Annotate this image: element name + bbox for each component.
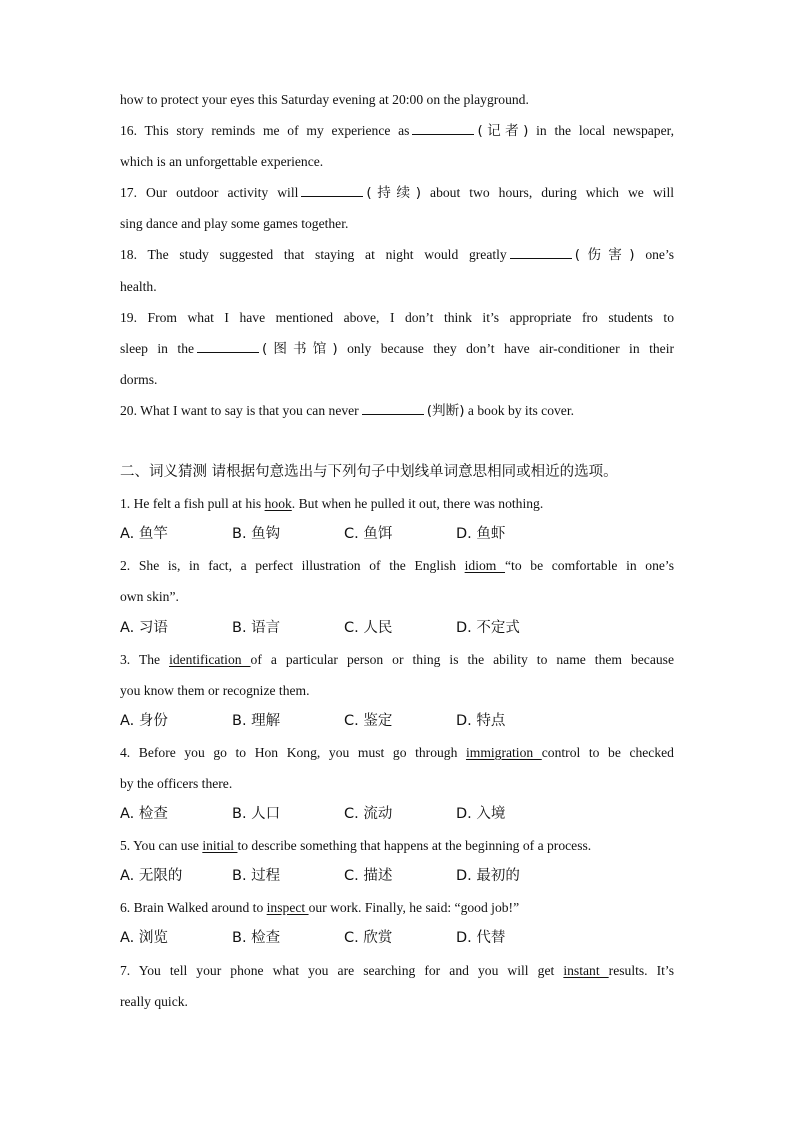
section-2-heading: 二、词义猜测 请根据句意选出与下列句子中划线单词意思相同或相近的选项。 <box>120 464 618 481</box>
underlined-word: inspect <box>266 900 309 916</box>
multiple-choice-list <box>120 488 674 1017</box>
question-2-stem: 2. She is, in fact, a perfect illustration of the English idiom “to be comfortable in one’s <box>120 558 674 574</box>
option-c[interactable]: C. 描述 <box>344 868 393 885</box>
question-3-stem: 3. The identification of a particular person or thing is the ability to name them because <box>120 651 674 667</box>
question-15-continuation: how to protect your eyes this Saturday evening at 20:00 on the playground. <box>120 92 529 107</box>
option-d[interactable]: D. 代替 <box>456 930 506 947</box>
answer-blank[interactable] <box>412 120 474 135</box>
answer-blank[interactable] <box>510 244 572 259</box>
question-4-options <box>120 799 674 830</box>
underlined-word: identification <box>169 651 251 667</box>
option-b[interactable]: B. 鱼钩 <box>232 526 281 543</box>
question-4-continuation: by the officers there. <box>120 775 233 791</box>
option-b[interactable]: B. 人口 <box>232 806 281 823</box>
question-1-stem: 1. He felt a fish pull at his hook. But when he pulled it out, there was nothing. <box>120 496 544 512</box>
option-b[interactable]: B. 检查 <box>232 930 281 947</box>
question-3-continuation: you know them or recognize them. <box>120 682 310 698</box>
underlined-word: instant <box>563 962 609 978</box>
option-c[interactable]: C. 欣赏 <box>344 930 393 947</box>
option-d[interactable]: D. 鱼虾 <box>456 526 506 543</box>
underlined-word: immigration <box>465 744 542 760</box>
question-16-continuation: which is an unforgettable experience. <box>120 154 324 170</box>
question-18-line: 18. The study suggested that staying at night would greatly (伤害) one’s <box>120 239 674 270</box>
option-a[interactable]: A. 浏览 <box>120 930 168 947</box>
question-17-continuation: sing dance and play some games together. <box>120 216 349 232</box>
question-5-stem: 5. You can use initial to describe something that happens at the beginning of a process. <box>120 838 592 854</box>
option-c[interactable]: C. 鱼饵 <box>344 526 393 543</box>
underlined-word: idiom <box>464 558 506 574</box>
question-3-options <box>120 706 674 737</box>
option-a[interactable]: A. 无限的 <box>120 868 183 885</box>
option-a[interactable]: A. 习语 <box>120 619 168 636</box>
option-c[interactable]: C. 鉴定 <box>344 712 393 729</box>
question-7-stem: 7. You tell your phone what you are searching for and you will get instant results. It’s <box>120 962 675 978</box>
question-18-continuation: health. <box>120 278 157 294</box>
option-c[interactable]: C. 人民 <box>344 619 393 636</box>
underlined-word: hook <box>264 496 292 512</box>
question-2-options <box>120 613 674 644</box>
answer-blank[interactable] <box>362 400 424 415</box>
option-a[interactable]: A. 鱼竿 <box>120 526 168 543</box>
option-c[interactable]: C. 流动 <box>344 806 393 823</box>
section-gap <box>120 426 674 457</box>
option-b[interactable]: B. 理解 <box>232 712 281 729</box>
question-4-stem: 4. Before you go to Hon Kong, you must go through immigration control to be checked <box>120 744 674 760</box>
question-19-line-2: sleep in the (图书馆) only because they don’t have air-conditioner in their <box>120 333 674 364</box>
option-d[interactable]: D. 不定式 <box>456 619 520 636</box>
underlined-word: initial <box>202 838 238 854</box>
document-page <box>120 84 674 1017</box>
question-7-continuation: really quick. <box>120 993 188 1009</box>
question-6-options <box>120 923 674 954</box>
question-5-options <box>120 861 674 892</box>
question-19-line: 19. From what I have mentioned above, I don’t think it’s appropriate fro students to <box>120 309 674 325</box>
option-b[interactable]: B. 过程 <box>232 868 281 885</box>
question-19-continuation: dorms. <box>120 371 158 387</box>
question-1-options <box>120 519 674 550</box>
question-2-continuation: own skin”. <box>120 589 179 605</box>
question-6-stem: 6. Brain Walked around to inspect our work. Finally, he said: “good job!” <box>120 900 520 916</box>
question-17-line: 17. Our outdoor activity will (持续) about two hours, during which we will <box>120 177 674 208</box>
answer-blank[interactable] <box>197 338 259 353</box>
option-d[interactable]: D. 最初的 <box>456 868 520 885</box>
option-a[interactable]: A. 身份 <box>120 712 168 729</box>
option-d[interactable]: D. 入境 <box>456 806 506 823</box>
option-d[interactable]: D. 特点 <box>456 712 506 729</box>
answer-blank[interactable] <box>301 182 363 197</box>
question-20-line: 20. What I want to say is that you can never (判断) a book by its cover. <box>120 395 674 426</box>
question-16-line: 16. This story reminds me of my experience as (记者) in the local newspaper, <box>120 115 674 146</box>
option-b[interactable]: B. 语言 <box>232 619 281 636</box>
option-a[interactable]: A. 检查 <box>120 806 168 823</box>
